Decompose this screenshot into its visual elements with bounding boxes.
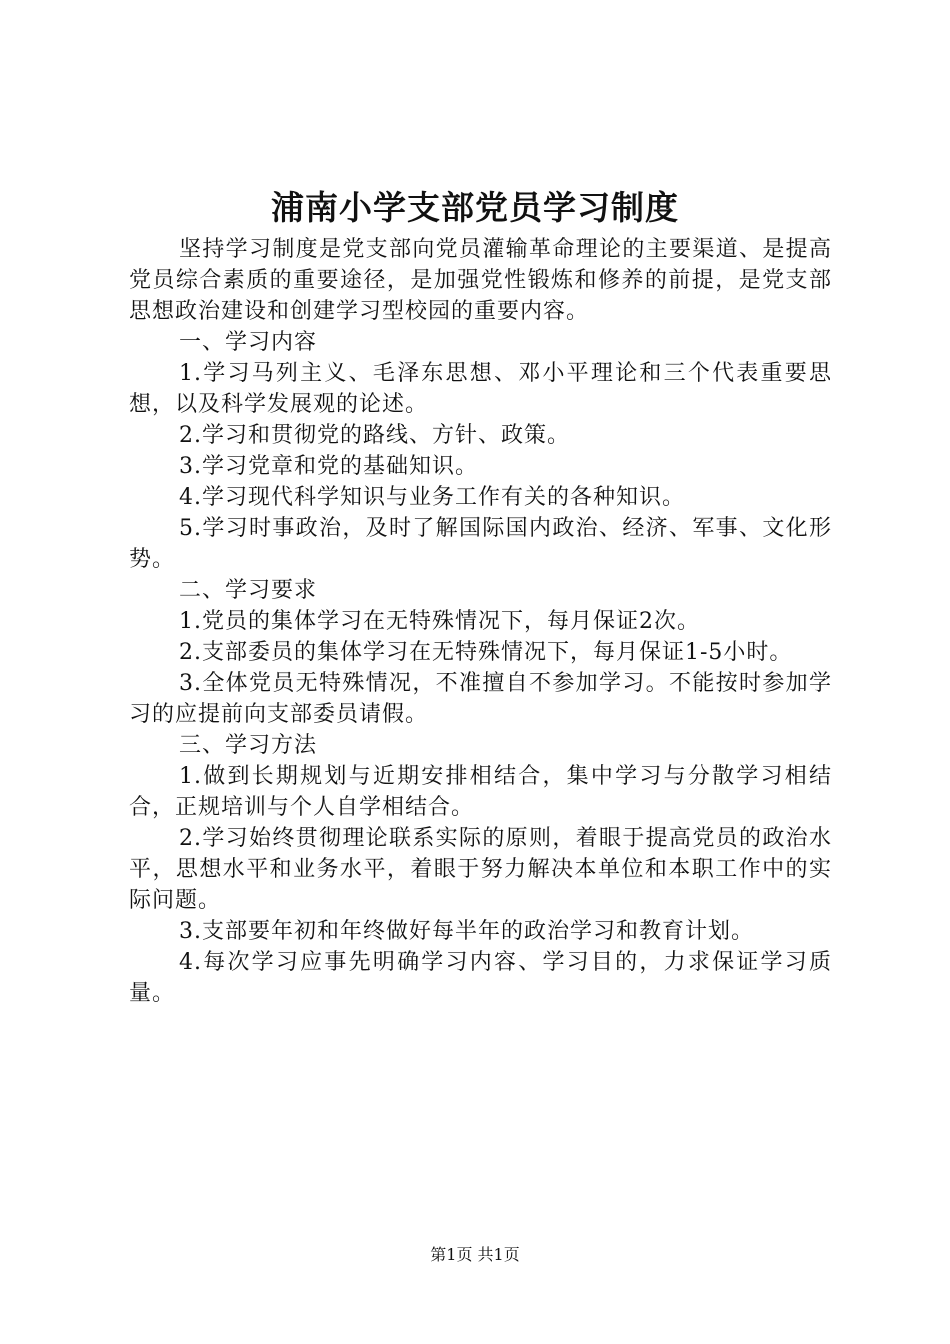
method-item-2: 2.学习始终贯彻理论联系实际的原则，着眼于提高党员的政治水平，思想水平和业务水平，着眼于努力解决本单位和本职工作中的实际问题。: [129, 826, 832, 913]
method-item-3: 3.支部要年初和年终做好每半年的政治学习和教育计划。: [179, 919, 754, 944]
content-item-2: 2.学习和贯彻党的路线、方针、政策。: [179, 423, 570, 448]
document-title: 浦南小学支部党员学习制度: [271, 188, 679, 227]
content-item-4: 4.学习现代科学知识与业务工作有关的各种知识。: [179, 485, 685, 510]
section-heading-methods: 三、学习方法: [179, 733, 318, 758]
section-heading-content: 一、学习内容: [179, 330, 318, 355]
method-item-1: 1.做到长期规划与近期安排相结合，集中学习与分散学习相结合，正规培训与个人自学相结合。: [129, 764, 832, 820]
intro-paragraph: 坚持学习制度是党支部向党员灌输革命理论的主要渠道、是提高党员综合素质的重要途径，是加强党性锻炼和修养的前提，是党支部思想政治建设和创建学习型校园的重要内容。: [129, 237, 832, 324]
content-item-3: 3.学习党章和党的基础知识。: [179, 454, 478, 479]
document-body: [129, 234, 832, 1009]
requirement-item-2: 2.支部委员的集体学习在无特殊情况下，每月保证1-5小时。: [179, 640, 793, 665]
page-footer: 第1页 共1页: [430, 1245, 520, 1264]
requirement-item-3: 3.全体党员无特殊情况，不准擅自不参加学习。不能按时参加学习的应提前向支部委员请假。: [129, 671, 832, 727]
content-item-1: 1.学习马列主义、毛泽东思想、邓小平理论和三个代表重要思想，以及科学发展观的论述。: [129, 361, 832, 417]
section-heading-requirements: 二、学习要求: [179, 578, 318, 603]
content-item-5: 5.学习时事政治，及时了解国际国内政治、经济、军事、文化形势。: [129, 516, 832, 572]
method-item-4: 4.每次学习应事先明确学习内容、学习目的，力求保证学习质量。: [129, 950, 832, 1006]
requirement-item-1: 1.党员的集体学习在无特殊情况下，每月保证2次。: [179, 609, 700, 634]
